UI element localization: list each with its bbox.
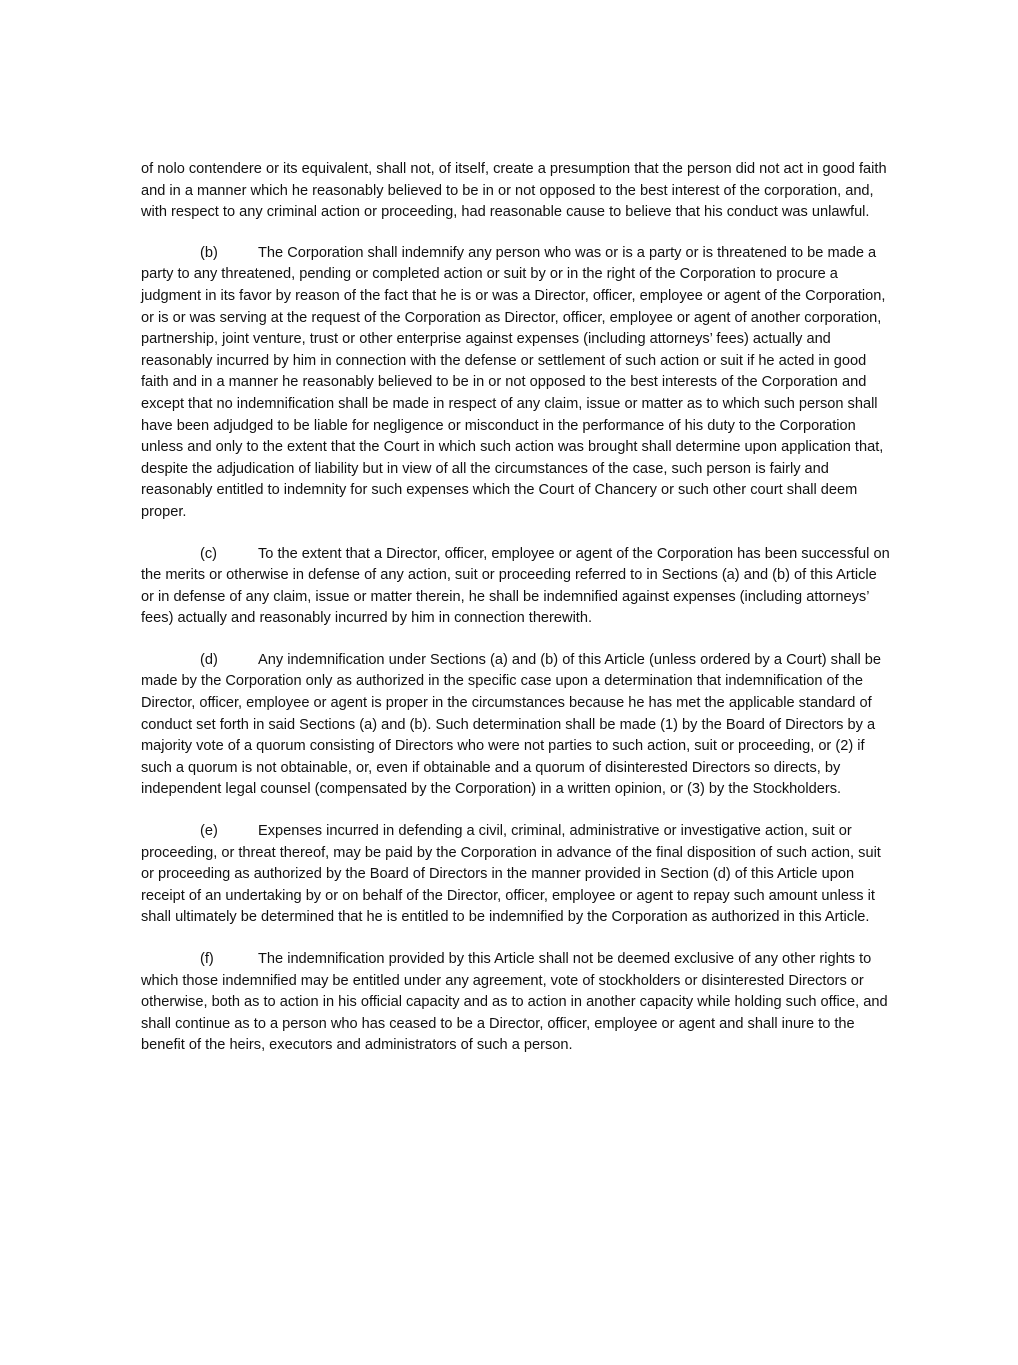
paragraph-label: (c) (200, 545, 218, 562)
paragraph-text: Any indemnification under Sections (a) and (b) of this Article (unless ordered by a Court) shall be made by the Corporation only as authorized in the specific case upon a determination that indemnification of the Director, officer, employee or agent is proper in the circumstances because he has met the applicable standard of conduct set forth in said Sections (a) and (b). Such determination shall be made (1) by the Board of Directors by a majority vote of a quorum consisting of Directors who were not parties to such action, suit or proceeding, or (2) if such a quorum is not obtainable, or, even if obtainable and a quorum of disinterested Directors so directs, by independent legal counsel (compensated by the Corporation) in a written opinion, or (3) by the Stockholders. (141, 651, 881, 798)
paragraph-text: The Corporation shall indemnify any person who was or is a party or is threatened to be made a party to any threatened, pending or completed action or suit by or in the right of the Corporation to procure a judgment in its favor by reason of the fact that he is or was a Director, officer, employee or agent of the Corporation, or is or was serving at the request of the Corporation as Director, officer, employee or agent of another corporation, partnership, joint venture, trust or other enterprise against expenses (including attorneys’ fees) actually and reasonably incurred by him in connection with the defense or settlement of such action or suit if he acted in good faith and in a manner he reasonably believed to be in or not opposed to the best interests of the Corporation and except that no indemnification shall be made in respect of any claim, issue or matter as to which such person shall have been adjudged to be liable for negligence or misconduct in the performance of his duty to the Corporation unless and only to the extent that the Court in which such action was brought shall determine upon application that, despite the adjudication of liability but in view of all the circumstances of the case, such person is fairly and reasonably entitled to indemnity for such expenses which the Court of Chancery or such other court shall deem proper. (141, 244, 886, 520)
paragraph-c (141, 544, 891, 630)
paragraph-d (141, 650, 891, 801)
paragraph-f (141, 949, 891, 1057)
paragraph-e (141, 821, 891, 929)
paragraph-label: (f) (200, 951, 214, 967)
paragraph-text: Expenses incurred in defending a civil, criminal, administrative or investigative action, suit or proceeding, or threat thereof, may be paid by the Corporation in advance of the final disposition of such action, suit or proceeding as authorized by the Board of Directors in the manner provided in Section (d) of this Article upon receipt of an undertaking by or on behalf of the Director, officer, employee or agent to repay such amount unless it shall ultimately be determined that he is entitled to be indemnified by the Corporation as authorized in this Article. (141, 823, 881, 926)
paragraph-a-continued (141, 159, 891, 224)
paragraph-text: of nolo contendere or its equivalent, shall not, of itself, create a presumption that the person did not act in good faith and in a manner which he reasonably believed to be in or not opposed to the best interest of the corporation, and, with respect to any criminal action or proceeding, had reasonable cause to believe that his conduct was unlawful. (141, 161, 887, 221)
paragraph-text: To the extent that a Director, officer, employee or agent of the Corporation has been successful on the merits or otherwise in defense of any action, suit or proceeding referred to in Sections (a) and (b) of this Article or in defense of any claim, issue or matter therein, he shall be indemnified against expenses (including attorneys’ fees) actually and reasonably incurred by him in connection therewith. (141, 545, 890, 627)
paragraph-label: (b) (200, 244, 218, 261)
document-body (141, 159, 891, 1077)
paragraph-label: (d) (200, 651, 218, 668)
paragraph-b (141, 243, 891, 524)
paragraph-text: The indemnification provided by this Article shall not be deemed exclusive of any other rights to which those indemnified may be entitled under any agreement, vote of stockholders or disinterested Directors or otherwise, both as to action in his official capacity and as to action in another capacity while holding such office, and shall continue as to a person who has ceased to be a Director, officer, employee or agent and shall inure to the benefit of the heirs, executors and administrators of such a person. (141, 951, 888, 1054)
paragraph-label: (e) (200, 823, 218, 840)
